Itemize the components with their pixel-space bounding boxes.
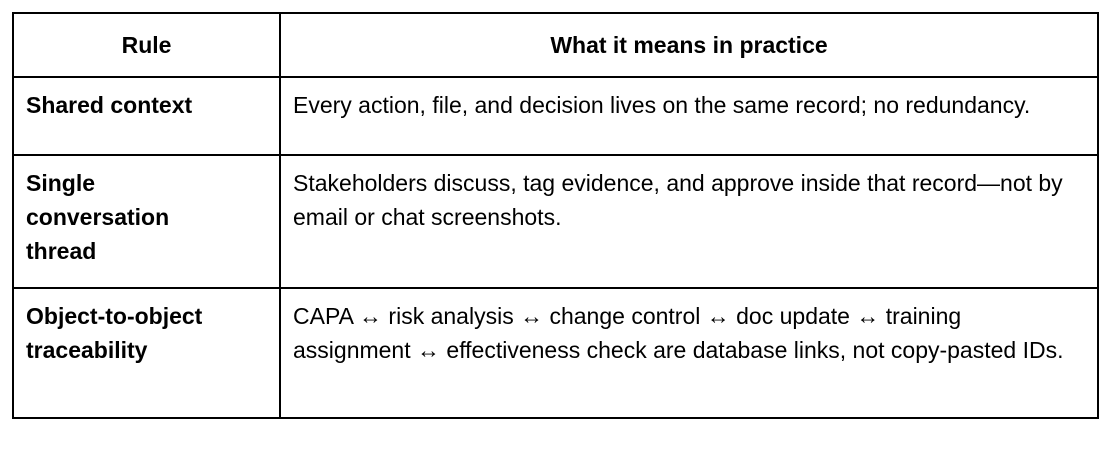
meaning-cell: Stakeholders discuss, tag evidence, and approve inside that record—not by email or chat screenshots. [280, 155, 1098, 288]
table-header-row [13, 13, 1098, 77]
table-row [13, 77, 1098, 155]
rule-cell [13, 288, 280, 418]
meaning-cell: Every action, file, and decision lives on the same record; no redundancy. [280, 77, 1098, 155]
header-meaning: What it means in practice [280, 13, 1098, 77]
table-row [13, 288, 1098, 418]
rules-table-container [12, 12, 1099, 419]
meaning-cell: CAPA ↔ risk analysis ↔ change control ↔ doc update ↔ training assignment ↔ effectiveness check are database links, not copy-pasted IDs. [280, 288, 1098, 418]
table-row [13, 155, 1098, 288]
rule-cell: Shared context [13, 77, 280, 155]
rule-cell [13, 155, 280, 288]
rules-table [12, 12, 1099, 419]
rule-text: Single conversation thread [26, 170, 170, 264]
header-rule: Rule [13, 13, 280, 77]
rule-text: Object-to-object traceability [26, 303, 203, 363]
